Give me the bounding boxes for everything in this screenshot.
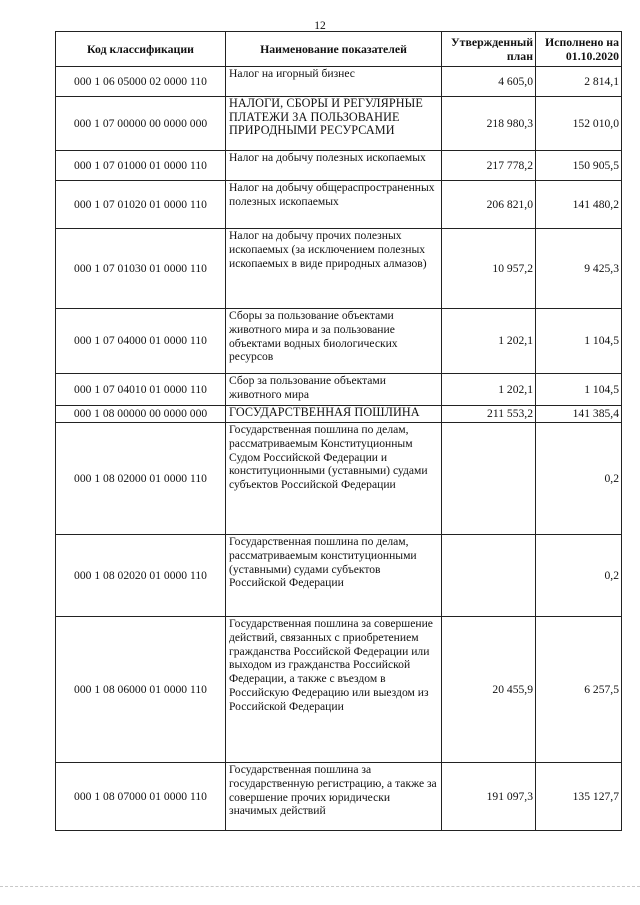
row-name: ГОСУДАРСТВЕННАЯ ПОШЛИНА (226, 406, 442, 423)
row-name: НАЛОГИ, СБОРЫ И РЕГУЛЯРНЫЕ ПЛАТЕЖИ ЗА ПОЛЬЗОВАНИЕ ПРИРОДНЫМИ РЕСУРСАМИ (226, 97, 442, 151)
row-plan: 20 455,9 (442, 617, 536, 763)
row-code: 000 1 08 06000 01 0000 110 (56, 617, 226, 763)
table-row (56, 67, 622, 97)
table-row (56, 617, 622, 763)
row-name: Налог на добычу полезных ископаемых (226, 151, 442, 181)
row-plan: 1 202,1 (442, 374, 536, 406)
row-name: Государственная пошлина за совершение действий, связанных с приобретением гражданства Российской Федерации или выходом из гражданства Российской Федерации, а также с въездом в Российскую Федерацию или выездом из Российской Федерации (226, 617, 442, 763)
table-row (56, 763, 622, 831)
row-executed: 0,2 (536, 423, 622, 535)
row-code: 000 1 08 07000 01 0000 110 (56, 763, 226, 831)
row-code: 000 1 07 01030 01 0000 110 (56, 229, 226, 309)
row-code: 000 1 07 01020 01 0000 110 (56, 181, 226, 229)
table-row (56, 406, 622, 423)
row-executed: 152 010,0 (536, 97, 622, 151)
row-plan: 10 957,2 (442, 229, 536, 309)
header-executed: Исполнено на 01.10.2020 (536, 32, 622, 67)
row-executed: 141 385,4 (536, 406, 622, 423)
row-name: Налог на добычу прочих полезных ископаемых (за исключением полезных ископаемых в виде природных алмазов) (226, 229, 442, 309)
row-executed: 9 425,3 (536, 229, 622, 309)
row-name: Сборы за пользование объектами животного мира и за пользование объектами водных биологических ресурсов (226, 309, 442, 374)
row-name: Государственная пошлина по делам, рассматриваемым Конституционным Судом Российской Федерации и конституционными (уставными) судами субъектов Российской Федерации (226, 423, 442, 535)
row-plan (442, 423, 536, 535)
table-row (56, 535, 622, 617)
row-plan (442, 535, 536, 617)
row-executed: 6 257,5 (536, 617, 622, 763)
row-name: Сбор за пользование объектами животного мира (226, 374, 442, 406)
table-row (56, 229, 622, 309)
row-plan: 218 980,3 (442, 97, 536, 151)
table-row (56, 97, 622, 151)
table-row (56, 181, 622, 229)
row-code: 000 1 08 02000 01 0000 110 (56, 423, 226, 535)
row-executed: 141 480,2 (536, 181, 622, 229)
row-code: 000 1 06 05000 02 0000 110 (56, 67, 226, 97)
budget-table (55, 31, 622, 831)
row-code: 000 1 07 04000 01 0000 110 (56, 309, 226, 374)
row-code: 000 1 07 00000 00 0000 000 (56, 97, 226, 151)
row-executed: 1 104,5 (536, 309, 622, 374)
table-row (56, 374, 622, 406)
row-plan: 191 097,3 (442, 763, 536, 831)
row-name: Государственная пошлина за государственную регистрацию, а также за совершение прочих юридически значимых действий (226, 763, 442, 831)
row-plan: 217 778,2 (442, 151, 536, 181)
header-plan: Утвержденный план (442, 32, 536, 67)
row-executed: 2 814,1 (536, 67, 622, 97)
row-plan: 206 821,0 (442, 181, 536, 229)
row-plan: 1 202,1 (442, 309, 536, 374)
row-plan: 4 605,0 (442, 67, 536, 97)
row-executed: 150 905,5 (536, 151, 622, 181)
row-executed: 0,2 (536, 535, 622, 617)
row-name: Налог на добычу общераспространенных полезных ископаемых (226, 181, 442, 229)
header-code: Код классификации (56, 32, 226, 67)
row-executed: 135 127,7 (536, 763, 622, 831)
row-name: Государственная пошлина по делам, рассматриваемым конституционными (уставными) судами субъектов Российской Федерации (226, 535, 442, 617)
table-row (56, 309, 622, 374)
header-name: Наименование показателей (226, 32, 442, 67)
table-row (56, 151, 622, 181)
row-code: 000 1 07 01000 01 0000 110 (56, 151, 226, 181)
scan-edge-divider (0, 886, 640, 887)
row-plan: 211 553,2 (442, 406, 536, 423)
row-name: Налог на игорный бизнес (226, 67, 442, 97)
table-row (56, 423, 622, 535)
row-executed: 1 104,5 (536, 374, 622, 406)
row-code: 000 1 07 04010 01 0000 110 (56, 374, 226, 406)
row-code: 000 1 08 02020 01 0000 110 (56, 535, 226, 617)
row-code: 000 1 08 00000 00 0000 000 (56, 406, 226, 423)
table-header-row (56, 32, 622, 67)
page-number: 12 (314, 20, 326, 32)
